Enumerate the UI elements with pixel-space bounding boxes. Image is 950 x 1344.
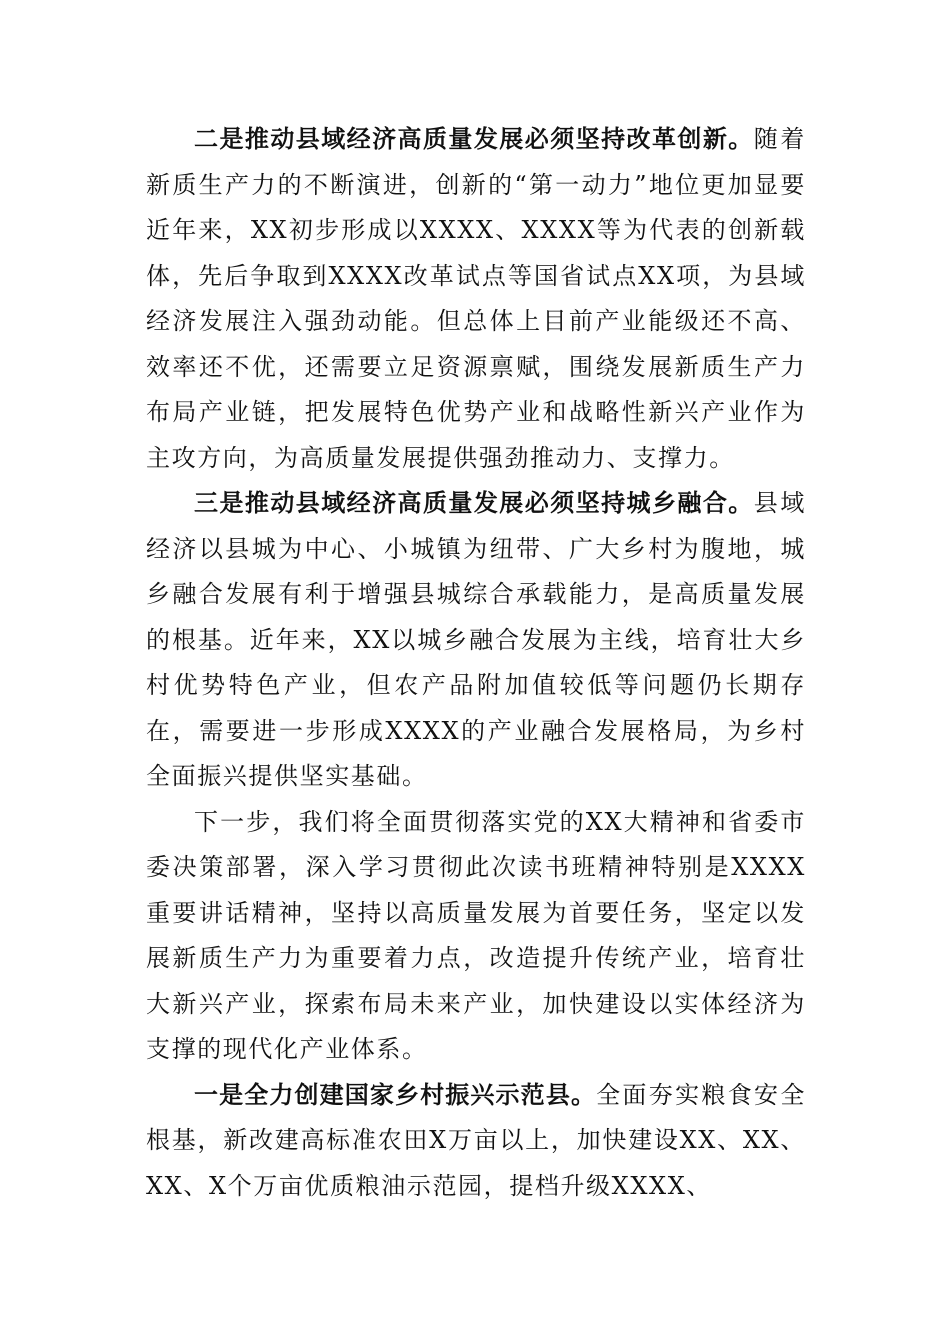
paragraph-next-steps xyxy=(146,800,806,1073)
paragraph-heading: 一是全力创建国家乡村振兴示范县。 xyxy=(194,1080,597,1109)
paragraph-heading: 二是推动县域经济高质量发展必须坚持改革创新。 xyxy=(194,125,754,153)
paragraph-rural-revitalization xyxy=(146,1073,806,1210)
paragraph-reform-innovation xyxy=(146,117,806,481)
document-page xyxy=(146,117,806,1209)
paragraph-heading: 三是推动县域经济高质量发展必须坚持城乡融合。 xyxy=(194,489,754,517)
paragraph-body: 县域经济以县城为中心、小城镇为纽带、广大乡村为腹地，城乡融合发展有利于增强县城综合承载能力，是高质量发展的根基。近年来，XX以城乡融合发展为主线，培育壮大乡村优势特色产业，但农产品附加值较低等问题仍长期存在，需要进一步形成XXXX的产业融合发展格局，为乡村全面振兴提供坚实基础。 xyxy=(146,489,806,790)
paragraph-urban-rural-integration xyxy=(146,481,806,800)
paragraph-body: 全面夯实粮食安全根基，新改建高标准农田X万亩以上，加快建设XX、XX、XX、X个万亩优质粮油示范园，提档升级XXXX、 xyxy=(146,1080,806,1200)
paragraph-body: 下一步，我们将全面贯彻落实党的XX大精神和省委市委决策部署，深入学习贯彻此次读书班精神特别是XXXX重要讲话精神，坚持以高质量发展为首要任务，坚定以发展新质生产力为重要着力点，改造提升传统产业，培育壮大新兴产业，探索布局未来产业，加快建设以实体经济为支撑的现代化产业体系。 xyxy=(146,807,806,1063)
paragraph-body: 随着新质生产力的不断演进，创新的“第一动力”地位更加显要近年来，XX初步形成以XXXX、XXXX等为代表的创新载体，先后争取到XXXX改革试点等国省试点XX项，为县域经济发展注入强劲动能。但总体上目前产业能级还不高、效率还不优，还需要立足资源禀赋，围绕发展新质生产力布局产业链，把发展特色优势产业和战略性新兴产业作为主攻方向，为高质量发展提供强劲推动力、支撑力。 xyxy=(146,125,806,472)
